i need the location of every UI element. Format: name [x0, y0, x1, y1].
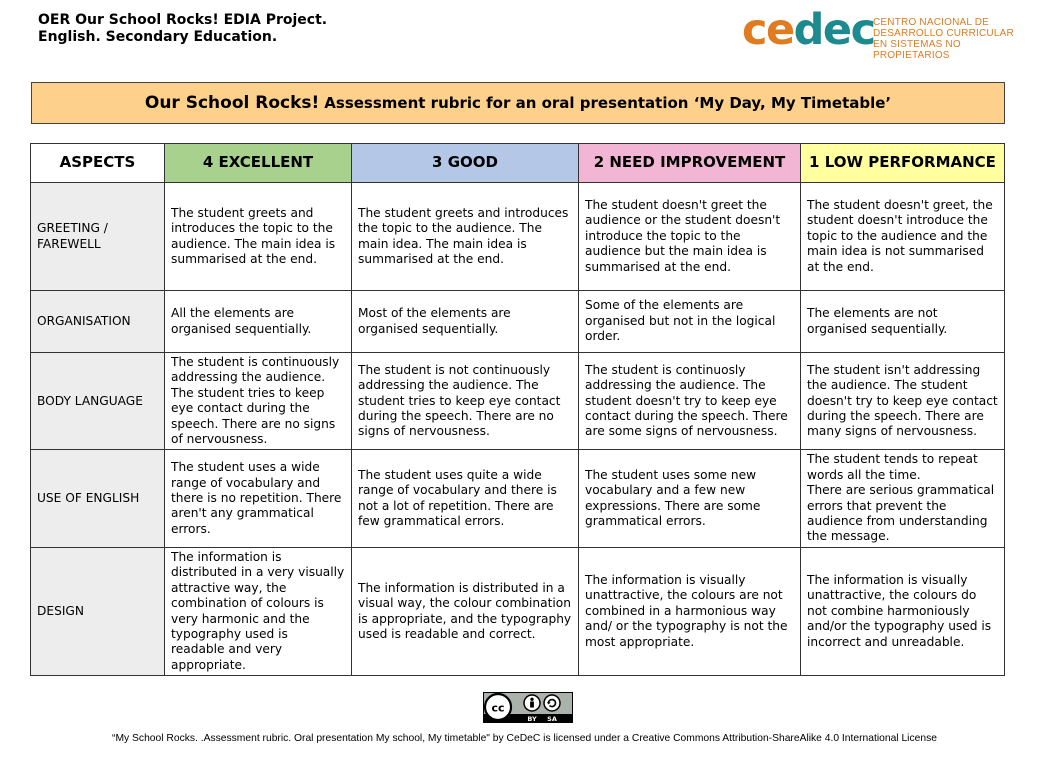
logo-sub-line-1: CENTRO NACIONAL DE: [873, 17, 990, 28]
table-row: [31, 547, 1005, 675]
logo-sub-line-2: DESARROLLO CURRICULAR: [873, 28, 1014, 39]
sa-share-icon: [544, 695, 560, 711]
title-part-2: Assessment rubric for an oral presentation ‘My Day, My Timetable’: [324, 94, 892, 112]
aspect-greeting: GREETING / FAREWELL: [31, 183, 165, 291]
cell-design-need: The information is visually unattractive, the colours are not combined in a harmonious way and/ or the typography is not the most appropriate.: [579, 547, 801, 675]
col-header-aspects: ASPECTS: [31, 144, 165, 183]
cell-design-good: The information is distributed in a visual way, the colour combination is appropriate, and the typography used is readable and correct.: [352, 547, 579, 675]
logo-word-part-1: ce: [742, 5, 794, 55]
cell-organisation-low: The elements are not organised sequentially.: [801, 291, 1005, 353]
cell-english-low-line-2: There are serious grammatical errors that prevent the audience from understanding the message.: [807, 483, 995, 544]
rubric-table: [30, 143, 1005, 676]
cell-english-excellent: The student uses a wide range of vocabulary and there is no repetition. There aren't any grammatical errors.: [165, 450, 352, 547]
aspect-design: DESIGN: [31, 547, 165, 675]
cell-body-excellent: The student is continuously addressing the audience. The student tries to keep eye contact during the speech. There are no signs of nervousness.: [165, 353, 352, 450]
rubric-title: [31, 82, 1005, 124]
cell-body-need: The student is continuosly addressing the audience. The student doesn't try to keep eye contact during the speech. There are some signs of nervousness.: [579, 353, 801, 450]
cell-design-excellent: The information is distributed in a very visually attractive way, the combination of colours is very harmonic and the typography used is readable and very appropriate.: [165, 547, 352, 675]
aspect-body-language: BODY LANGUAGE: [31, 353, 165, 450]
cell-greeting-good: The student greets and introduces the topic to the audience. The main idea. The main idea is summarised at the end.: [352, 183, 579, 291]
cell-greeting-need: The student doesn't greet the audience or the student doesn't introduce the topic to the audience but the main idea is summarised at the end.: [579, 183, 801, 291]
cedec-logo: [742, 5, 1022, 61]
logo-word-part-2: dec: [793, 5, 875, 55]
cell-english-need: The student uses some new vocabulary and a few new expressions. There are some grammatical errors.: [579, 450, 801, 547]
col-header-excellent: 4 EXCELLENT: [165, 144, 352, 183]
cell-design-low: The information is visually unattractive, the colours do not combine harmoniously and/or the typography used is incorrect and unreadable.: [801, 547, 1005, 675]
cell-english-low: [801, 450, 1005, 547]
badge-by-label: BY: [527, 715, 537, 723]
logo-sub-line-3: EN SISTEMAS NO PROPIETARIOS: [873, 39, 961, 61]
title-part-1: Our School Rocks!: [144, 93, 320, 113]
cell-body-low: The student isn't addressing the audience. The student doesn't try to keep eye contact during the speech. There are many signs of nervousness.: [801, 353, 1005, 450]
badge-sa-label: SA: [547, 715, 557, 723]
header-line-2: English. Secondary Education.: [38, 29, 278, 45]
cell-greeting-low: The student doesn't greet, the student doesn't introduce the topic to the audience and the main idea is not summarised at the end.: [801, 183, 1005, 291]
cell-english-low-line-1: The student tends to repeat words all the time.: [807, 452, 978, 482]
logo-subtitle: [873, 17, 1022, 61]
col-header-low-performance: 1 LOW PERFORMANCE: [801, 144, 1005, 183]
header-line-1: OER Our School Rocks! EDIA Project.: [38, 12, 328, 28]
cell-organisation-need: Some of the elements are organised but not in the logical order.: [579, 291, 801, 353]
col-header-good: 3 GOOD: [352, 144, 579, 183]
cell-organisation-excellent: All the elements are organised sequentially.: [165, 291, 352, 353]
cell-greeting-excellent: The student greets and introduces the topic to the audience. The main idea is summarised at the end.: [165, 183, 352, 291]
document-header: [38, 12, 327, 46]
col-header-need-improvement: 2 NEED IMPROVEMENT: [579, 144, 801, 183]
license-text: “My School Rocks. .Assessment rubric. Oral presentation My school, My timetable" by CeDeC is licensed under a Creative Commons Attribution-ShareAlike 4.0 International License: [112, 733, 937, 744]
cc-by-sa-badge[interactable]: [483, 692, 573, 723]
cell-english-good: The student uses quite a wide range of vocabulary and there is not a lot of repetition. There are few grammatical errors.: [352, 450, 579, 547]
logo-wordmark: [742, 5, 875, 55]
header-row: [31, 144, 1005, 183]
table-row: [31, 183, 1005, 291]
table-row: [31, 353, 1005, 450]
aspect-organisation: ORGANISATION: [31, 291, 165, 353]
svg-text:cc: cc: [491, 701, 505, 715]
aspect-use-of-english: USE OF ENGLISH: [31, 450, 165, 547]
cell-organisation-good: Most of the elements are organised sequentially.: [352, 291, 579, 353]
table-row: [31, 291, 1005, 353]
table-row: [31, 450, 1005, 547]
cell-body-good: The student is not continuously addressing the audience. The student tries to keep eye contact during the speech. There are no signs of nervousness.: [352, 353, 579, 450]
